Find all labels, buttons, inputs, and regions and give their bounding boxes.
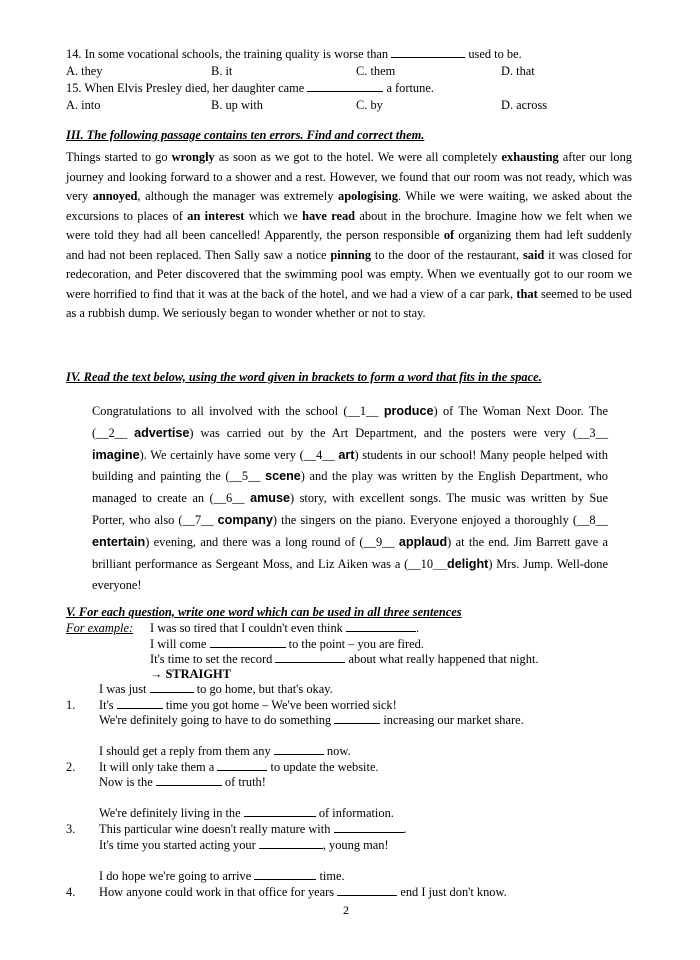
bracket-keyword: amuse — [250, 491, 290, 506]
answer-blank — [210, 636, 286, 648]
passage-text: ) and the play was written by the English Department, who managed to create an (__6__ — [92, 469, 608, 506]
q3-sentence: This particular wine doesn't really mature with . — [99, 822, 407, 836]
option-d: D. across — [501, 98, 548, 112]
passage-text: seemed to be used as a rubbish dump. We seriously began to wonder whether or not to stay. — [66, 286, 632, 320]
q4-sentence: How anyone could work in that office for years end I just don't know. — [99, 885, 507, 899]
answer-blank — [391, 46, 465, 58]
q1-sentence: It's time you got home – We've been worried sick! — [99, 698, 397, 712]
passage-text: ) of The Woman Next Door. The (__2__ — [92, 404, 608, 440]
question-number: 4. — [66, 885, 76, 899]
error-word: that — [516, 286, 538, 301]
error-word: of — [443, 228, 455, 242]
error-word: exhausting — [501, 150, 559, 164]
passage-text: Congratulations to all involved with the school (__1__ — [92, 404, 384, 418]
answer-blank — [150, 681, 194, 693]
passage-text: ) evening, and there was a long round of (__9__ — [145, 534, 399, 549]
bracket-keyword: art — [338, 447, 355, 462]
bracket-keyword: company — [217, 512, 273, 527]
question-number: 1. — [66, 698, 76, 712]
bracket-keyword: advertise — [134, 425, 190, 440]
q3-sentence: We're definitely living in the of information. — [99, 806, 394, 820]
question-15: 15. When Elvis Presley died, her daughter came a fortune. — [66, 81, 434, 95]
passage-text: ) at the end. Jim Barrett gave a brilliant performance as Sergeant Moss, and Liz Aiken was a (__10 — [92, 534, 608, 571]
option-c: C. them — [356, 64, 396, 78]
example-sentence: I was so tired that I couldn't even think . — [150, 621, 420, 635]
answer-blank — [117, 697, 163, 709]
answer-blank — [307, 80, 383, 92]
answer-blank — [156, 774, 222, 786]
passage-text: ) the singers on the piano. Everyone enjoyed a thoroughly (__8__ — [272, 512, 608, 527]
example-label: For example: — [66, 621, 134, 635]
bracket-keyword: imagine — [92, 447, 140, 462]
passage-text: as soon as we got to the hotel. We were all completely — [214, 150, 502, 164]
q1-sentence: I was just to go home, but that's okay. — [99, 682, 333, 696]
q2-sentence: It will only take them a to update the website. — [99, 760, 379, 774]
error-correction-passage — [66, 148, 632, 324]
error-word: an interest — [187, 208, 245, 223]
section-3-heading: III. The following passage contains ten errors. Find and correct them. — [66, 128, 425, 142]
page-number: 2 — [343, 903, 349, 917]
passage-text: Things started to go — [66, 150, 172, 164]
passage-text: about in the brochure. Imagine how we felt when we were told they had all been cancelled! Apparently, the person responsible — [66, 208, 633, 242]
answer-blank — [254, 868, 316, 880]
bracket-keyword: __delight — [433, 556, 489, 571]
passage-text: , although the manager was extremely — [137, 189, 339, 203]
error-word: pinning — [330, 247, 372, 262]
passage-text: ) was carried out by the Art Department, and the posters were very (__3__ — [189, 425, 609, 440]
bracket-keyword: produce — [383, 404, 434, 418]
error-word: wrongly — [171, 150, 215, 164]
q4-sentence: I do hope we're going to arrive time. — [99, 869, 345, 883]
example-answer: → STRAIGHT — [150, 667, 231, 681]
answer-blank — [259, 837, 323, 849]
passage-text: it was closed for redecoration, and Peter discovered that the swimming pool was empty. When we eventually got to our room we were horrified to find that it was at the back of the hotel, and we had a view of a car park, — [66, 247, 632, 301]
option-a: A. into — [66, 98, 101, 112]
passage-text: . While we were waiting, we asked about the excursions to places of — [66, 189, 632, 223]
option-b: B. it — [211, 64, 233, 78]
option-c: C. by — [356, 98, 383, 112]
answer-blank — [334, 712, 380, 724]
option-a: A. they — [66, 64, 103, 78]
question-number: 2. — [66, 760, 76, 774]
q3-sentence: It's time you started acting your , young man! — [99, 838, 389, 852]
answer-blank — [244, 805, 316, 817]
example-sentence: It's time to set the record about what really happened that night. — [150, 652, 539, 666]
passage-text: ) Mrs. Jump. Well-done everyone! — [92, 556, 608, 593]
bracket-keyword: entertain — [92, 534, 146, 549]
q1-sentence: We're definitely going to have to do something increasing our market share. — [99, 713, 524, 727]
passage-text: organizing them had left suddenly and had not been replaced. Then Sally saw a notice — [66, 228, 633, 262]
error-word: have read — [302, 208, 356, 223]
answer-blank — [334, 821, 404, 833]
word-formation-passage — [92, 401, 608, 597]
question-number: 3. — [66, 822, 76, 836]
answer-blank — [346, 620, 416, 632]
q2-sentence: Now is the of truth! — [99, 775, 266, 789]
passage-text: which we — [244, 208, 303, 223]
error-word: apologising — [338, 189, 398, 203]
passage-text: ). We certainly have some very (__4__ — [139, 447, 339, 462]
error-word: said — [522, 247, 545, 262]
passage-text: ) students in our school! Many people helped with building and painting the (__5__ — [92, 447, 608, 484]
passage-text: to the door of the restaurant, — [371, 247, 523, 262]
bracket-keyword: scene — [265, 469, 301, 484]
answer-blank — [337, 884, 397, 896]
answer-blank — [275, 651, 345, 663]
passage-text: ) story, with excellent songs. The music was written by Sue Porter, who also (__7__ — [92, 491, 608, 527]
question-14: 14. In some vocational schools, the training quality is worse than used to be. — [66, 47, 522, 61]
section-5-heading: V. For each question, write one word which can be used in all three sentences — [66, 605, 462, 619]
example-sentence: I will come to the point – you are fired. — [150, 637, 424, 651]
answer-blank — [217, 759, 267, 771]
error-word: annoyed — [92, 189, 138, 203]
q2-sentence: I should get a reply from them any now. — [99, 744, 351, 758]
option-d: D. that — [501, 64, 535, 78]
option-b: B. up with — [211, 98, 263, 112]
bracket-keyword: applaud — [398, 534, 448, 549]
section-4-heading: IV. Read the text below, using the word given in brackets to form a word that fits in the space. — [66, 370, 542, 384]
passage-text: after our long journey and looking forward to a shower and a rest. However, we found that our room was not ready, which was very — [66, 150, 632, 203]
answer-blank — [274, 743, 324, 755]
